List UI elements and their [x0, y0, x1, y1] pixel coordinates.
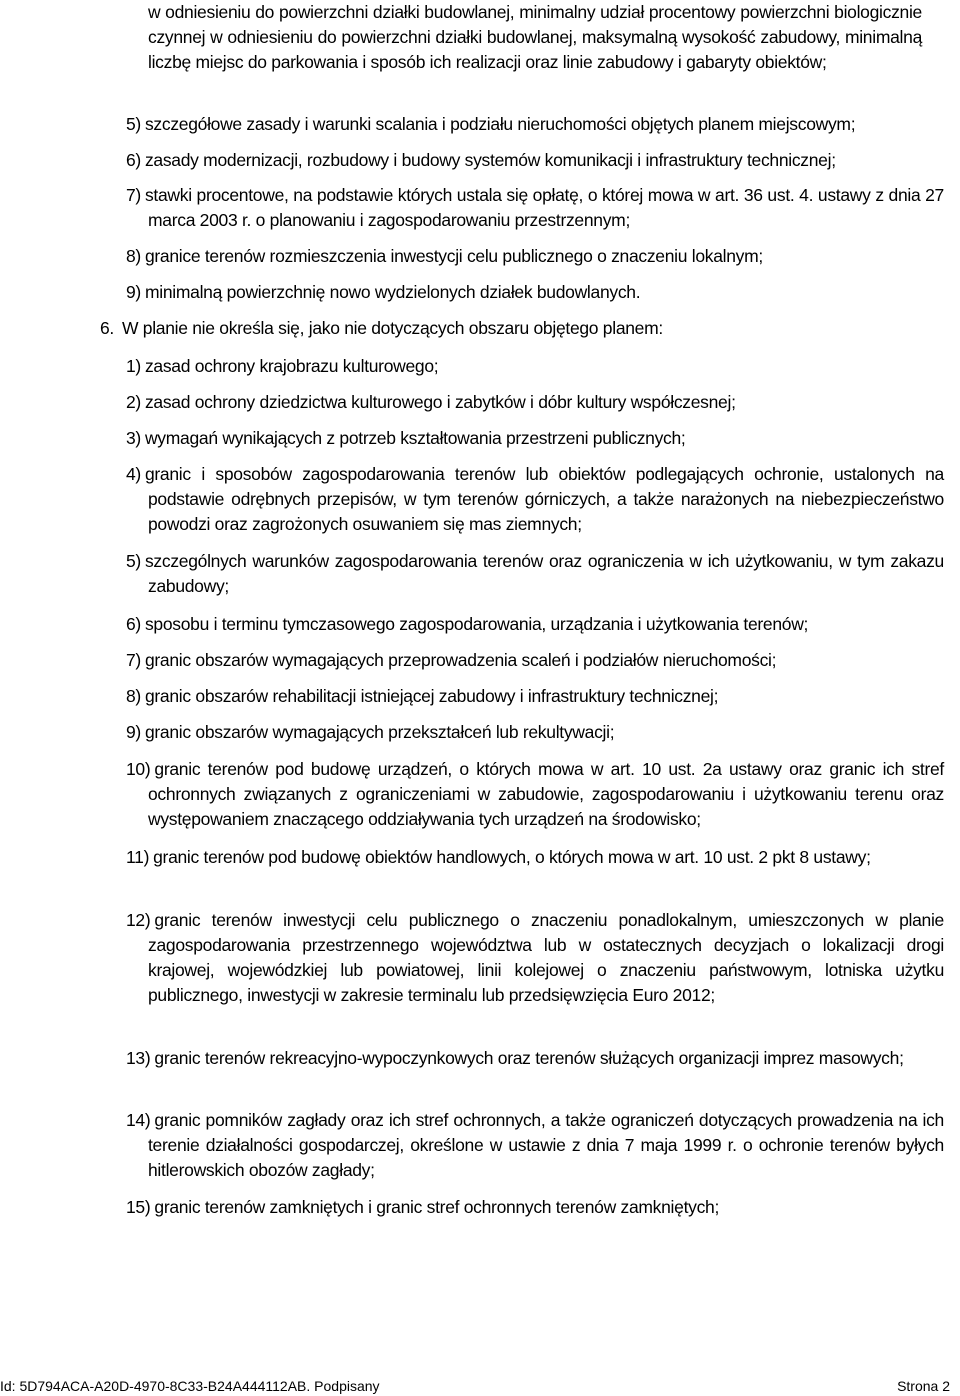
list-item [126, 354, 944, 379]
list-item [126, 390, 944, 415]
list-text: wymagań wynikających z potrzeb kształtowania przestrzeni publicznych; [144, 428, 686, 448]
list-number: 9) [126, 282, 141, 302]
list-text: granic obszarów rehabilitacji istniejącej zabudowy i infrastruktury technicznej; [144, 686, 719, 706]
list-item [126, 845, 944, 870]
section-number: 6. [100, 318, 114, 338]
list-text: zasad ochrony dziedzictwa kulturowego i zabytków i dóbr kultury współczesnej; [144, 392, 736, 412]
page-footer [0, 1377, 960, 1396]
page-number: Strona 2 [897, 1378, 950, 1394]
list-number: 5) [126, 114, 141, 134]
list-item [126, 183, 944, 233]
list-number: 4) [126, 464, 141, 484]
list-number: 8) [126, 686, 141, 706]
list-item [126, 280, 944, 305]
list-number: 2) [126, 392, 141, 412]
list-number: 7) [126, 185, 141, 205]
list-number: 13) [126, 1048, 151, 1068]
list-text: zasad ochrony krajobrazu kulturowego; [144, 356, 439, 376]
list-text: granic pomników zagłady oraz ich stref ochronnych, a także ograniczeń dotyczących prowadzenia na ich terenie działalności gospodarczej, określone w ustawie z dnia 7 maja 1999 r. o ochronie terenów byłych hitlerowskich obozów zagłady; [148, 1110, 944, 1180]
list-text: granic terenów zamkniętych i granic stref ochronnych terenów zamkniętych; [154, 1197, 720, 1217]
list-number: 6) [126, 614, 141, 634]
list-number: 9) [126, 722, 141, 742]
list-text: granice terenów rozmieszczenia inwestycji celu publicznego o znaczeniu lokalnym; [144, 246, 763, 266]
list-text: szczególnych warunków zagospodarowania terenów oraz ograniczenia w ich użytkowaniu, w tym zakazu zabudowy; [144, 551, 944, 596]
list-number: 6) [126, 150, 141, 170]
list-number: 12) [126, 910, 151, 930]
list-number: 1) [126, 356, 141, 376]
section-heading [100, 316, 922, 341]
list-text: sposobu i terminu tymczasowego zagospodarowania, urządzania i użytkowania terenów; [144, 614, 809, 634]
list-item [126, 244, 944, 269]
list-item [126, 112, 944, 137]
list-text: granic terenów pod budowę obiektów handlowych, o których mowa w art. 10 ust. 2 pkt 8 ustawy; [153, 847, 871, 867]
list-number: 5) [126, 551, 141, 571]
list-text: granic obszarów wymagających przeprowadzenia scaleń i podziałów nieruchomości; [144, 650, 777, 670]
section-text: W planie nie określa się, jako nie dotyczących obszaru objętego planem: [122, 318, 663, 338]
list-text: granic terenów rekreacyjno-wypoczynkowych oraz terenów służących organizacji imprez masowych; [154, 1048, 904, 1068]
list-number: 11) [126, 847, 150, 867]
intro-paragraph: w odniesieniu do powierzchni działki budowlanej, minimalny udział procentowy powierzchni biologicznie czynnej w odniesieniu do powierzchni działki budowlanej, maksymalną wysokość zabudowy, minimalną liczbę miejsc do parkowania i sposób ich realizacji oraz linie zabudowy i gabaryty obiektów; [148, 2, 922, 72]
list-item [126, 648, 944, 673]
list-item [126, 612, 944, 637]
list-item [126, 720, 944, 745]
list-text: granic obszarów wymagających przekształceń lub rekultywacji; [144, 722, 615, 742]
list-item [126, 148, 944, 173]
list-number: 3) [126, 428, 141, 448]
list-number: 7) [126, 650, 141, 670]
list-item [126, 1108, 944, 1183]
list-number: 15) [126, 1197, 151, 1217]
list-text: stawki procentowe, na podstawie których ustala się opłatę, o której mowa w art. 36 ust. 4. ustawy z dnia 27 marca 2003 r. o planowaniu i zagospodarowaniu przestrzennym; [144, 185, 944, 230]
list-item [126, 549, 944, 599]
list-text: granic i sposobów zagospodarowania terenów lub obiektów podlegających ochronie, ustalonych na podstawie odrębnych przepisów, w tym terenów górniczych, a także narażonych na niebezpieczeństwo powodzi oraz zagrożonych osuwaniem się mas ziemnych; [144, 464, 944, 534]
list-number: 14) [126, 1110, 151, 1130]
list-item [126, 1195, 944, 1220]
list-item [126, 757, 944, 832]
list-item [126, 1046, 944, 1071]
list-item [126, 908, 944, 1008]
list-item [126, 426, 944, 451]
list-text: granic terenów pod budowę urządzeń, o których mowa w art. 10 ust. 2a ustawy oraz granic ich stref ochronnych związanych z ograniczeniami w zabudowie, zagospodarowaniu i użytkowaniu terenu oraz występowaniem znaczącego oddziaływania tych urządzeń na środowisko; [148, 759, 944, 829]
list-item [126, 462, 944, 537]
document-id: Id: 5D794ACA-A20D-4970-8C33-B24A444112AB. Podpisany [0, 1378, 380, 1394]
list-text: szczegółowe zasady i warunki scalania i podziału nieruchomości objętych planem miejscowym; [144, 114, 856, 134]
list-text: minimalną powierzchnię nowo wydzielonych działek budowlanych. [144, 282, 641, 302]
list-number: 8) [126, 246, 141, 266]
list-text: granic terenów inwestycji celu publicznego o znaczeniu ponadlokalnym, umieszczonych w planie zagospodarowania przestrzennego województwa lub w ostatecznych decyzjach o lokalizacji drogi krajowej, wojewódzkiej lub powiatowej, linii kolejowej o znaczeniu państwowym, lotniska użytku publicznego, inwestycji w zakresie terminalu lub przedsięwzięcia Euro 2012; [148, 910, 944, 1005]
list-item [126, 684, 944, 709]
list-number: 10) [126, 759, 151, 779]
list-text: zasady modernizacji, rozbudowy i budowy systemów komunikacji i infrastruktury technicznej; [144, 150, 836, 170]
